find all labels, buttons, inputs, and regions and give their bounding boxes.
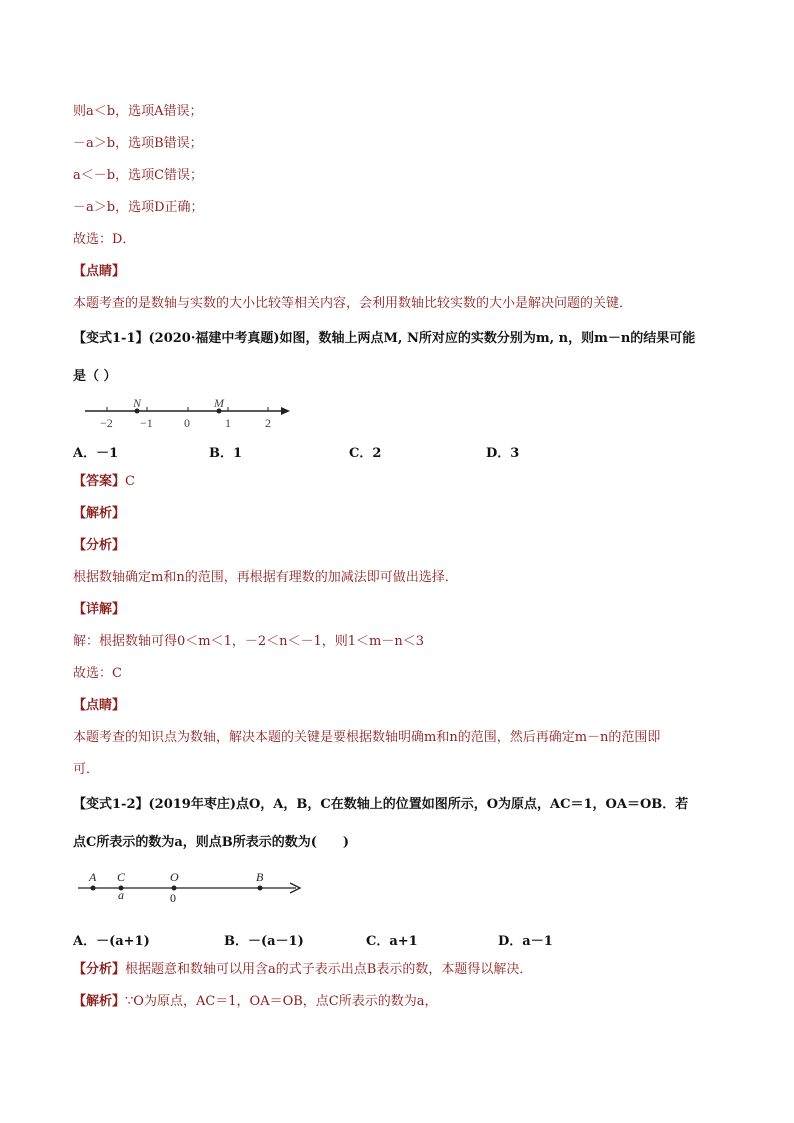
section-heading: 【点睛】: [73, 264, 126, 279]
analysis-line: [73, 961, 532, 979]
tick-label: −1: [140, 416, 153, 430]
question-text: (2020·福建中考真题)如图，数轴上两点M, N所对应的实数分别为m, n，则m－n的结果可能: [148, 331, 696, 346]
question-tag: 【变式1-2】: [73, 797, 149, 812]
question-text: 是（ ）: [73, 369, 117, 384]
number-line-1: [85, 397, 295, 437]
tick-label: 0: [184, 416, 190, 430]
tick-label: 1: [225, 416, 231, 430]
point-label-o: O: [170, 870, 179, 884]
option-a: A．－1: [73, 446, 119, 461]
option-c: C．a+1: [366, 934, 418, 949]
paragraph: 解：根据数轴可得0＜m＜1，－2＜n＜－1，则1＜m－n＜3: [73, 634, 425, 649]
question-2-line-a: [73, 796, 688, 814]
section-heading: 【点睛】: [73, 698, 126, 713]
option-d: D．3: [486, 446, 520, 461]
option-b: B．－(a－1): [224, 934, 304, 949]
text-line: 故选：D．: [73, 232, 136, 247]
section-heading: 【解析】: [73, 506, 126, 521]
paragraph: 根据题意和数轴可以用含a的式子表示出点B表示的数，本题得以解决．: [125, 962, 533, 977]
text-line: a＜－b，选项C错误；: [73, 168, 204, 183]
option-c: C．2: [349, 446, 382, 461]
paragraph: 本题考查的是数轴与实数的大小比较等相关内容，会利用数轴比较实数的大小是解决问题的关键．: [73, 296, 633, 311]
question-1-line-a: [73, 330, 695, 348]
section-heading: 【详解】: [73, 602, 126, 617]
point-label-n: N: [133, 396, 142, 410]
question-text: 点C所表示的数为a，则点B所表示的数为( ): [73, 835, 350, 850]
point-sublabel-a: a: [118, 888, 124, 902]
option-a: A．－(a+1): [73, 934, 150, 949]
paragraph: ∵O为原点，AC＝1，OA＝OB，点C所表示的数为a，: [125, 994, 438, 1009]
question-text: (2019年枣庄)点O，A，B，C在数轴上的位置如图所示，O为原点，AC＝1，OA＝OB．若: [148, 797, 689, 812]
paragraph: 根据数轴确定m和n的范围，再根据有理数的加减法即可做出选择．: [73, 570, 458, 585]
point-label-m: M: [214, 396, 224, 410]
answer-value: C: [125, 474, 135, 489]
point-label-c: C: [117, 870, 126, 884]
point-label-b: B: [256, 870, 264, 884]
question-tag: 【变式1-1】: [73, 331, 149, 346]
text-line: 则a＜b，选项A错误；: [73, 104, 203, 119]
answer-tag: 【答案】: [73, 474, 126, 489]
solution-line: [73, 993, 438, 1011]
paragraph: 故选：C: [73, 666, 122, 681]
section-tag: 【分析】: [73, 962, 126, 977]
section-tag: 【解析】: [73, 994, 126, 1009]
point-sublabel-zero: 0: [170, 891, 176, 905]
paragraph: 本题考查的知识点为数轴，解决本题的关键是要根据数轴明确m和n的范围，然后再确定m－n的范围即: [73, 730, 661, 745]
text-line: －a＞b，选项B错误；: [73, 136, 203, 151]
option-d: D．a－1: [498, 934, 553, 949]
option-b: B．1: [209, 446, 243, 461]
number-line-2: [78, 878, 308, 898]
tick-label: −2: [100, 416, 113, 430]
point-label-a: A: [89, 870, 97, 884]
tick-label: 2: [265, 416, 271, 430]
answer-line: [73, 473, 135, 491]
paragraph: 可．: [73, 762, 100, 777]
section-heading: 【分析】: [73, 538, 126, 553]
text-line: －a＞b，选项D正确；: [73, 200, 204, 215]
